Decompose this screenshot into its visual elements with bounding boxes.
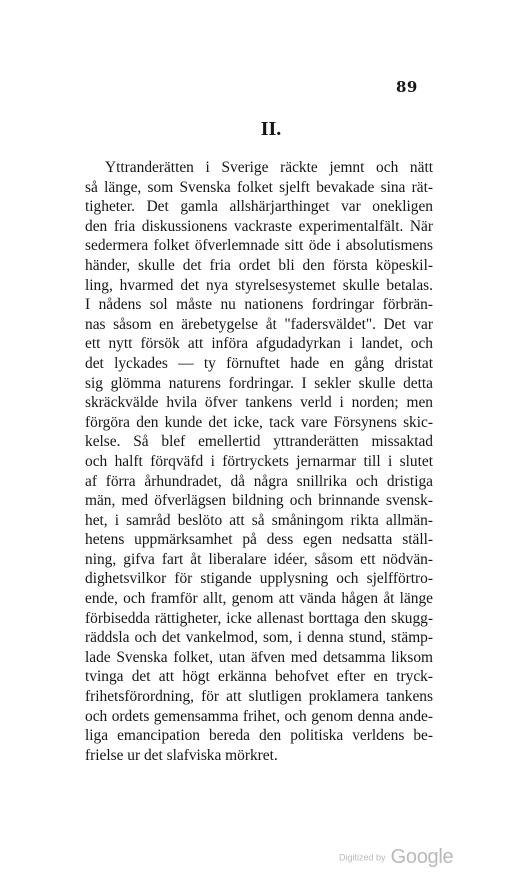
text-line: händer, skulle det fria ordet bli den första köpeskil- <box>85 256 433 274</box>
text-line: tigheter. Det gamla allshärjarthinget var onekligen <box>85 198 433 216</box>
text-line: frielse ur det slafviska mörkret. <box>85 746 278 764</box>
text-line: hetens uppmärksamhet på dess egen nedsatta ställ- <box>85 531 433 549</box>
text-line: nas såsom en ärebetygelse åt "fadersväldet". Det var <box>85 315 433 333</box>
section-heading: II. <box>260 118 282 140</box>
text-line: män, med öfverlägsen bildning och brinnande svensk- <box>85 492 433 510</box>
text-line: räddsla och det vankelmod, som, i denna stund, stämp- <box>85 629 433 647</box>
text-line: sedermera folket öfverlemnade sitt öde i absolutismens <box>85 237 433 255</box>
text-line: ning, gifva fart åt liberalare idéer, såsom ett nödvän- <box>85 550 433 568</box>
text-line: och ordets gemensamma frihet, och genom denna ande- <box>85 707 433 725</box>
text-line: sig glömma naturens fordringar. I sekler skulle detta <box>85 374 433 392</box>
text-line: ende, och framför allt, genom att vända hågen åt länge <box>85 590 433 608</box>
text-line: kelse. Så blef emellertid yttranderätten missaktad <box>85 433 433 451</box>
text-line: ett nytt försök att införa afgudadyrkan i landet, och <box>85 335 433 353</box>
text-line: skräckvälde hvila öfver tankens verld i norden; men <box>85 394 433 412</box>
body-text <box>85 158 433 765</box>
text-line: dighetsvilkor för stigande upplysning och sjelfförtro- <box>85 570 433 588</box>
text-line: så länge, som Svenska folket sjelft bevakade sina rät- <box>85 178 433 196</box>
text-line: och halft förqväfd i förtryckets jernarmar till i slutet <box>85 452 433 470</box>
text-line: af förra århundradet, då några snillrika och dristiga <box>85 472 433 490</box>
text-line: liga emancipation bereda den politiska verldens be- <box>85 727 433 745</box>
text-line: det lyckades — ty förnuftet hade en gång dristat <box>85 354 433 372</box>
digitized-watermark <box>339 846 453 869</box>
text-line: förbisedda rättigheter, icke allenast borttaga den skugg- <box>85 609 433 627</box>
text-line: tvinga det att högt erkänna behofvet efter en tryck- <box>85 668 433 686</box>
google-logo: Google <box>390 846 454 868</box>
text-line: Yttranderätten i Sverige räckte jemnt och nätt <box>105 159 433 176</box>
watermark-prefix: Digitized by <box>339 852 386 863</box>
page-number: 89 <box>396 78 418 96</box>
text-line: förgöra den kunde det icke, tack vare Försynens skic- <box>85 413 433 431</box>
text-line: frihetsförordning, för att slutligen proklamera tankens <box>85 688 433 706</box>
text-line: ling, hvarmed det nya styrelsesystemet skulle betalas. <box>85 276 433 294</box>
text-line: den fria diskussionens vackraste experimentalfält. När <box>85 217 433 235</box>
text-line: lade Svenska folket, utan äfven med detsamma liksom <box>85 648 433 666</box>
text-line: I nådens sol måste nu nationens fordringar förbrän- <box>85 296 433 314</box>
text-line: het, i samråd beslöto att så småningom rikta allmän- <box>85 511 433 529</box>
